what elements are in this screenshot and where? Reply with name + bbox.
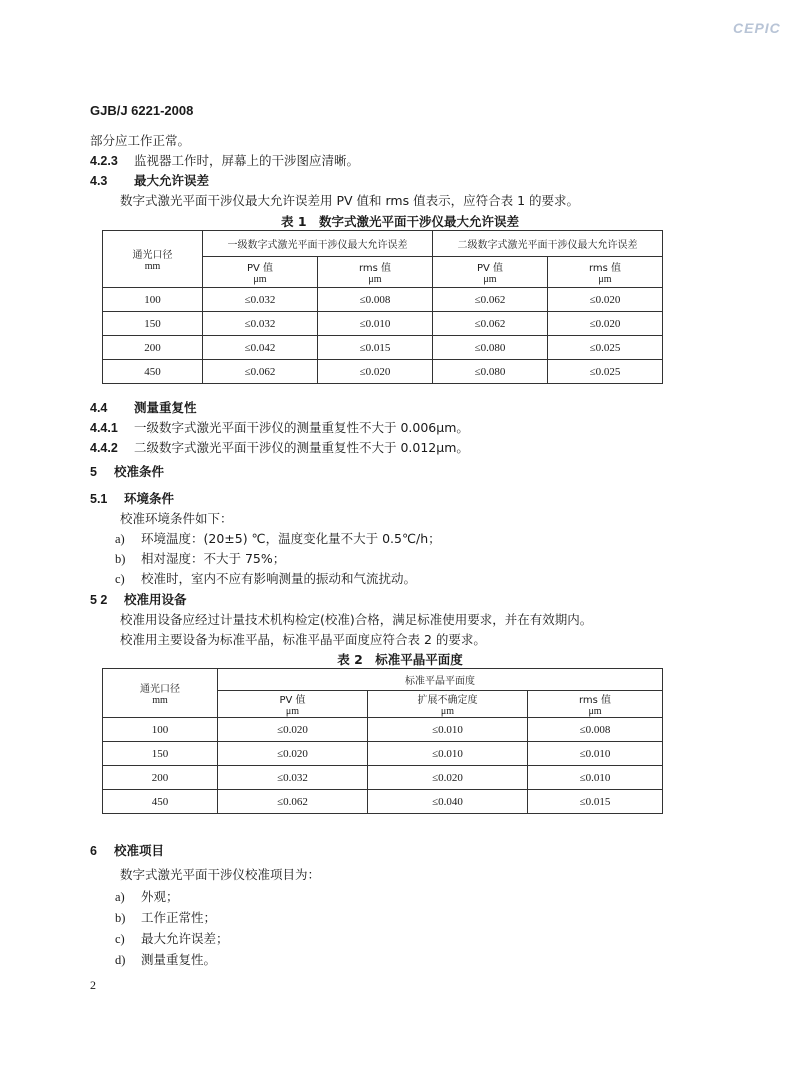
value-cell: ≤0.008 xyxy=(318,288,433,312)
table-1-grade1-header: 一级数字式激光平面干涉仪最大允许误差 xyxy=(203,231,433,257)
document-number: GJB/J 6221-2008 xyxy=(90,103,194,118)
aperture-cell: 450 xyxy=(103,790,218,814)
table-2-aperture-header: 通光口径 mm xyxy=(103,669,218,718)
list-item: d) 测量重复性。 xyxy=(115,952,217,967)
section-number: 4.4.2 xyxy=(90,441,118,455)
value-cell: ≤0.020 xyxy=(548,288,663,312)
section-5-heading xyxy=(90,464,164,480)
table-1-caption: 表 1 数字式激光平面干涉仪最大允许误差 xyxy=(280,214,520,229)
paragraph-5-2-b: 校准用主要设备为标准平晶，标准平晶平面度应符合表 2 的要求。 xyxy=(120,632,486,647)
section-4-2-3 xyxy=(90,153,359,169)
aperture-cell: 150 xyxy=(103,312,203,336)
paragraph-5-1: 校准环境条件如下： xyxy=(120,511,233,526)
table-row xyxy=(103,360,663,384)
table-row xyxy=(103,766,663,790)
value-cell: ≤0.015 xyxy=(528,790,663,814)
value-cell: ≤0.010 xyxy=(528,766,663,790)
value-cell: ≤0.062 xyxy=(203,360,318,384)
table-row xyxy=(103,790,663,814)
value-cell: ≤0.020 xyxy=(218,718,368,742)
value-cell: ≤0.025 xyxy=(548,336,663,360)
table-2-caption: 表 2 标准平晶平面度 xyxy=(337,652,463,667)
section-title: 环境条件 xyxy=(124,491,175,506)
table-row xyxy=(103,718,663,742)
value-cell: ≤0.020 xyxy=(548,312,663,336)
section-number: 5 xyxy=(90,465,97,479)
page-number: 2 xyxy=(90,978,96,992)
publisher-logo: CEPIC xyxy=(733,20,781,36)
table-2-uncertainty-header: 扩展不确定度 μm xyxy=(368,691,528,718)
list-item: b) 工作正常性； xyxy=(115,910,217,925)
aperture-cell: 450 xyxy=(103,360,203,384)
table-2-rms-header: rms 值 μm xyxy=(528,691,663,718)
section-title: 校准用设备 xyxy=(124,592,187,607)
value-cell: ≤0.032 xyxy=(218,766,368,790)
table-1-rms-header: rms 值 μm xyxy=(548,257,663,288)
aperture-cell: 100 xyxy=(103,288,203,312)
paragraph-5-2-a: 校准用设备应经过计量技术机构检定(校准)合格，满足标准使用要求，并在有效期内。 xyxy=(120,612,593,627)
section-4-4-1 xyxy=(90,420,469,436)
list-item: c) 校准时，室内不应有影响测量的振动和气流扰动。 xyxy=(115,571,417,586)
section-text: 二级数字式激光平面干涉仪的测量重复性不大于 0.012μm。 xyxy=(134,440,469,455)
value-cell: ≤0.025 xyxy=(548,360,663,384)
section-text: 监视器工作时，屏幕上的干涉图应清晰。 xyxy=(134,153,360,168)
table-2-pv-header: PV 值 μm xyxy=(218,691,368,718)
aperture-cell: 150 xyxy=(103,742,218,766)
value-cell: ≤0.010 xyxy=(528,742,663,766)
list-item: a) 环境温度：(20±5) ℃，温度变化量不大于 0.5℃/h； xyxy=(115,531,441,546)
value-cell: ≤0.010 xyxy=(318,312,433,336)
table-1-pv-header: PV 值 μm xyxy=(433,257,548,288)
table-2-flatness-header: 标准平晶平面度 xyxy=(218,669,663,691)
value-cell: ≤0.010 xyxy=(368,718,528,742)
list-item: a) 外观； xyxy=(115,889,179,904)
section-number: 4.4 xyxy=(90,401,108,415)
section-number: 4.2.3 xyxy=(90,154,118,168)
section-title: 测量重复性 xyxy=(134,400,197,415)
paragraph-4-3: 数字式激光平面干涉仪最大允许误差用 PV 值和 rms 值表示，应符合表 1 的要求。 xyxy=(120,193,579,208)
value-cell: ≤0.020 xyxy=(368,766,528,790)
section-title: 校准条件 xyxy=(114,464,165,479)
section-text: 一级数字式激光平面干涉仪的测量重复性不大于 0.006μm。 xyxy=(134,420,469,435)
section-number: 6 xyxy=(90,844,97,858)
value-cell: ≤0.015 xyxy=(318,336,433,360)
table-2 xyxy=(102,668,663,814)
value-cell: ≤0.020 xyxy=(318,360,433,384)
table-1-grade2-header: 二级数字式激光平面干涉仪最大允许误差 xyxy=(433,231,663,257)
value-cell: ≤0.032 xyxy=(203,312,318,336)
value-cell: ≤0.020 xyxy=(218,742,368,766)
section-number: 4.4.1 xyxy=(90,421,118,435)
value-cell: ≤0.042 xyxy=(203,336,318,360)
value-cell: ≤0.080 xyxy=(433,360,548,384)
list-item: c) 最大允许误差； xyxy=(115,931,229,946)
section-4-4-heading xyxy=(90,400,197,416)
value-cell: ≤0.062 xyxy=(433,312,548,336)
value-cell: ≤0.032 xyxy=(203,288,318,312)
table-row xyxy=(103,336,663,360)
aperture-cell: 200 xyxy=(103,336,203,360)
section-number: 5 2 xyxy=(90,593,108,607)
table-row xyxy=(103,742,663,766)
value-cell: ≤0.008 xyxy=(528,718,663,742)
section-number: 4.3 xyxy=(90,174,108,188)
section-4-3-heading xyxy=(90,173,209,189)
value-cell: ≤0.062 xyxy=(433,288,548,312)
table-row xyxy=(103,312,663,336)
table-1-pv-header: PV 值 μm xyxy=(203,257,318,288)
value-cell: ≤0.062 xyxy=(218,790,368,814)
section-number: 5.1 xyxy=(90,492,108,506)
section-5-1-heading xyxy=(90,491,174,507)
table-1-aperture-header: 通光口径 mm xyxy=(103,231,203,288)
aperture-cell: 100 xyxy=(103,718,218,742)
aperture-cell: 200 xyxy=(103,766,218,790)
section-6-heading xyxy=(90,843,164,859)
section-5-2-heading xyxy=(90,592,187,608)
table-1-rms-header: rms 值 μm xyxy=(318,257,433,288)
value-cell: ≤0.010 xyxy=(368,742,528,766)
section-title: 校准项目 xyxy=(114,843,165,858)
list-item: b) 相对湿度：不大于 75%； xyxy=(115,551,286,566)
table-row xyxy=(103,288,663,312)
value-cell: ≤0.040 xyxy=(368,790,528,814)
paragraph-6: 数字式激光平面干涉仪校准项目为： xyxy=(120,867,321,882)
section-title: 最大允许误差 xyxy=(134,173,210,188)
section-4-4-2 xyxy=(90,440,469,456)
table-1 xyxy=(102,230,663,384)
value-cell: ≤0.080 xyxy=(433,336,548,360)
paragraph-continuation: 部分应工作正常。 xyxy=(90,133,191,148)
